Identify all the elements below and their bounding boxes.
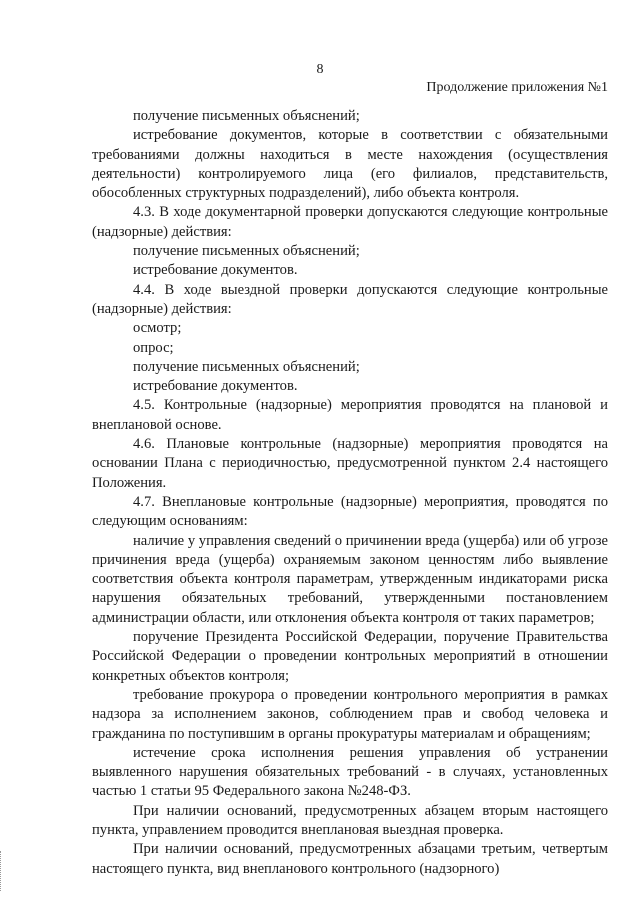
paragraph: истечение срока исполнения решения управления об устранении выявленного нарушения обязательных требований - в случаях, установленных частью 1 статьи 95 Федерального закона №248-ФЗ. <box>92 744 608 800</box>
paragraph: требование прокурора о проведении контрольного мероприятия в рамках надзора за исполнением законов, соблюдением прав и свобод человека и гражданина по поступившим в органы прокуратуры материалам и обращениям; <box>92 686 608 742</box>
paragraph: получение письменных объяснений; <box>133 108 360 124</box>
document-body <box>92 107 608 879</box>
scan-edge-mark <box>0 851 4 891</box>
paragraph: 4.3. В ходе документарной проверки допускаются следующие контрольные (надзорные) действия: <box>92 204 608 240</box>
paragraph: поручение Президента Российской Федерации, поручение Правительства Российской Федерации о проведении контрольных мероприятий в отношении конкретных объектов контроля; <box>92 629 608 684</box>
paragraph: истребование документов. <box>133 378 298 395</box>
paragraph: осмотр; <box>133 320 182 337</box>
paragraph: 4.7. Внеплановые контрольные (надзорные) мероприятия, проводятся по следующим основаниям: <box>92 493 608 530</box>
paragraph: истребование документов, которые в соответствии с обязательными требованиями должны находиться в месте нахождения (осуществления деятельности) контролируемого лица (его филиалов, представительств, обособленных структурных подразделений), либо объекта контроля. <box>92 127 608 202</box>
paragraph: получение письменных объяснений; <box>133 243 360 260</box>
paragraph: 4.4. В ходе выездной проверки допускаются следующие контрольные (надзорные) действия: <box>92 281 608 317</box>
paragraph: истребование документов. <box>133 262 298 279</box>
paragraph: получение письменных объяснений; <box>133 358 360 375</box>
paragraph: наличие у управления сведений о причинении вреда (ущерба) или об угрозе причинения вреда (ущерба) охраняемым законом ценностям либо выявление соответствия объекта контроля параметрам, утвержденным индикаторами риска нарушения обязательных требований, утвержденными постановлением администрации области, или отклонения объекта контроля от таких параметров; <box>92 532 608 626</box>
paragraph: 4.5. Контрольные (надзорные) мероприятия проводятся на плановой и внеплановой основе. <box>92 397 608 433</box>
paragraph: 4.6. Плановые контрольные (надзорные) мероприятия проводятся на основании Плана с периодичностью, предусмотренной пунктом 2.4 настоящего Положения. <box>92 436 608 491</box>
paragraph: опрос; <box>133 339 174 356</box>
paragraph: При наличии оснований, предусмотренных абзацем вторым настоящего пункта, управлением проводится внеплановая выездная проверка. <box>92 802 608 838</box>
paragraph: При наличии оснований, предусмотренных абзацами третьим, четвертым настоящего пункта, вид внепланового контрольного (надзорного) <box>92 841 608 877</box>
appendix-note: Продолжение приложения №1 <box>426 80 608 95</box>
page-number: 8 <box>316 62 324 77</box>
